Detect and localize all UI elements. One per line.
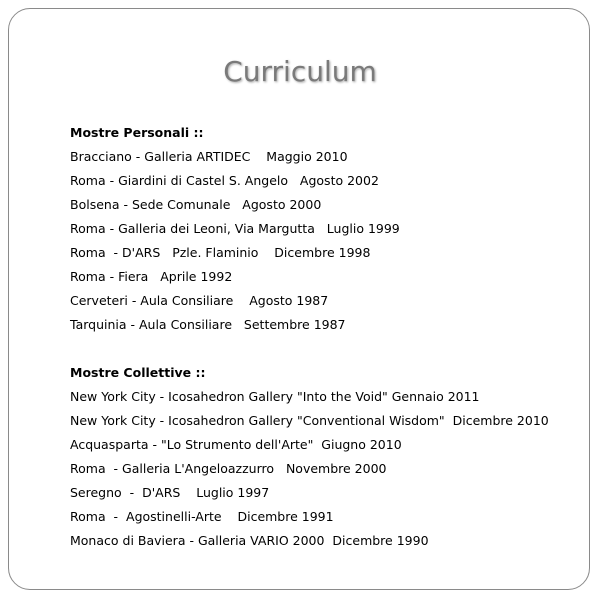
- exhibition-entry: Roma - Giardini di Castel S. Angelo Agosto 2002: [70, 173, 379, 188]
- exhibition-entry: Bolsena - Sede Comunale Agosto 2000: [70, 197, 322, 212]
- exhibition-entry: Roma - Galleria dei Leoni, Via Margutta Luglio 1999: [70, 221, 400, 236]
- exhibition-entry: Tarquinia - Aula Consiliare Settembre 1987: [70, 317, 346, 332]
- mostre-collettive-section: [70, 361, 549, 553]
- curriculum-card: [8, 8, 590, 590]
- exhibition-entry: Acquasparta - "Lo Strumento dell'Arte" Giugno 2010: [70, 437, 402, 452]
- exhibition-entry: Roma - D'ARS Pzle. Flaminio Dicembre 1998: [70, 245, 371, 260]
- exhibition-entry: Roma - Agostinelli-Arte Dicembre 1991: [70, 509, 334, 524]
- exhibition-entry: Cerveteri - Aula Consiliare Agosto 1987: [70, 293, 329, 308]
- page-title: Curriculum: [223, 55, 377, 88]
- exhibition-entry: Roma - Fiera Aprile 1992: [70, 269, 233, 284]
- mostre-collettive-heading: Mostre Collettive ::: [70, 365, 206, 380]
- exhibition-entry: Monaco di Baviera - Galleria VARIO 2000 Dicembre 1990: [70, 533, 429, 548]
- exhibition-entry: New York City - Icosahedron Gallery "Into the Void" Gennaio 2011: [70, 389, 480, 404]
- mostre-personali-section: [70, 121, 400, 337]
- exhibition-entry: Seregno - D'ARS Luglio 1997: [70, 485, 270, 500]
- exhibition-entry: Bracciano - Galleria ARTIDEC Maggio 2010: [70, 149, 348, 164]
- mostre-personali-heading: Mostre Personali ::: [70, 125, 204, 140]
- exhibition-entry: New York City - Icosahedron Gallery "Conventional Wisdom" Dicembre 2010: [70, 413, 549, 428]
- exhibition-entry: Roma - Galleria L'Angeloazzurro Novembre 2000: [70, 461, 387, 476]
